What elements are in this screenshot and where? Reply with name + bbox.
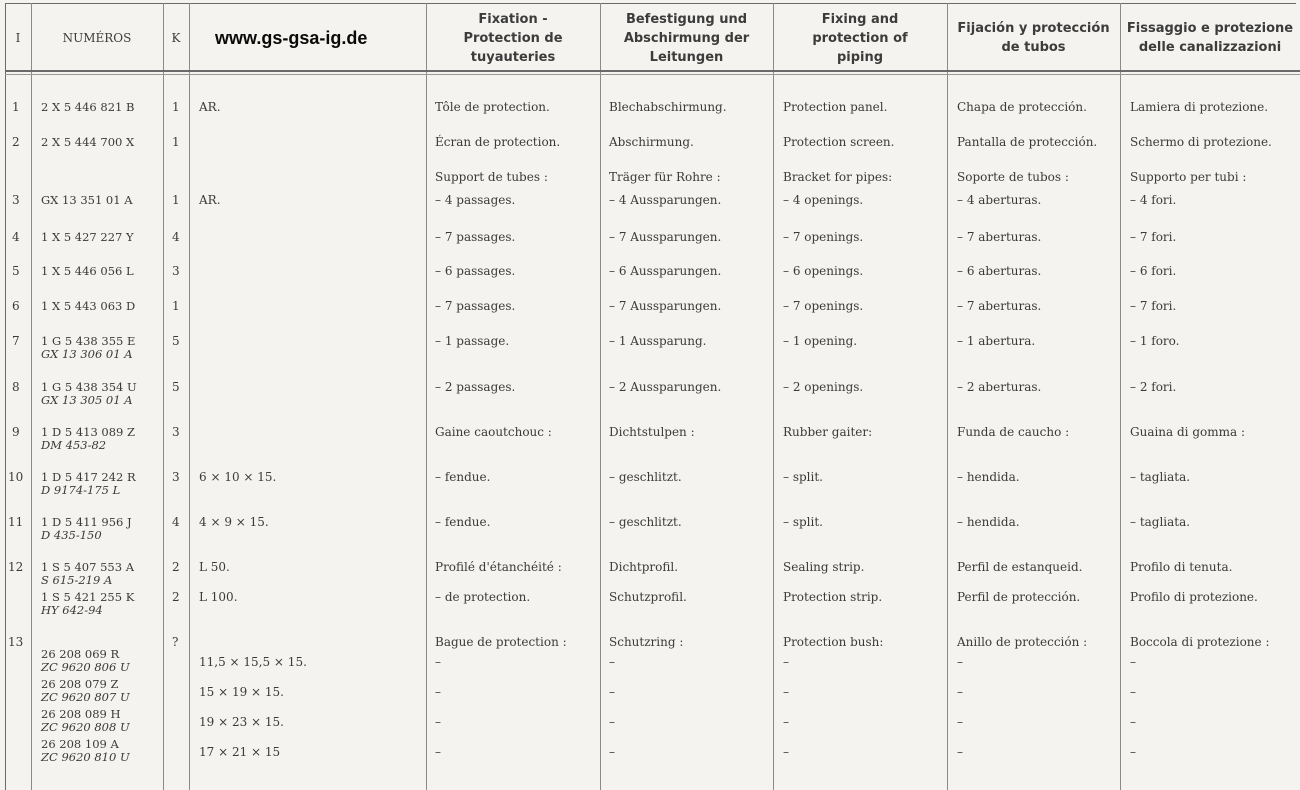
column-divider (426, 3, 427, 790)
desc-french: – 6 passages. (435, 264, 516, 278)
alt-part-number: GX 13 305 01 A (41, 393, 133, 407)
desc-italian: Schermo di protezione. (1130, 135, 1272, 149)
desc-french: – de protection. (435, 590, 531, 604)
desc-spanish: – 4 aberturas. (957, 193, 1042, 207)
desc-spanish: – 2 aberturas. (957, 380, 1042, 394)
desc-english: – (783, 685, 789, 699)
header-col-quantity: K (171, 30, 181, 45)
desc-french: Support de tubes : (435, 170, 548, 184)
desc-german: – 6 Aussparungen. (609, 264, 722, 278)
desc-french: Écran de protection. (435, 135, 561, 149)
desc-french: – 1 passage. (435, 334, 510, 348)
desc-french: – fendue. (435, 470, 491, 484)
quantity: 1 (172, 135, 180, 149)
desc-french: – (435, 685, 441, 699)
desc-italian: – tagliata. (1130, 470, 1191, 484)
desc-french: Bague de protection : (435, 635, 567, 649)
row-index: 4 (12, 230, 20, 244)
quantity: ? (172, 635, 179, 649)
desc-english: Sealing strip. (783, 560, 865, 574)
part-number: 1 D 5 411 956 J (41, 515, 132, 529)
desc-german: – 4 Aussparungen. (609, 193, 722, 207)
quantity: 3 (172, 264, 180, 278)
alt-part-number: D 9174-175 L (41, 483, 121, 497)
column-divider (31, 3, 32, 790)
alt-part-number: ZC 9620 810 U (41, 750, 130, 764)
desc-german: – (609, 715, 615, 729)
quantity: 2 (172, 590, 180, 604)
quantity: 1 (172, 100, 180, 114)
desc-english: – 4 openings. (783, 193, 864, 207)
desc-italian: – 1 foro. (1130, 334, 1180, 348)
row-index: 12 (8, 560, 24, 574)
quantity: 5 (172, 380, 180, 394)
desc-french: – fendue. (435, 515, 491, 529)
desc-spanish: – 1 abertura. (957, 334, 1036, 348)
desc-french: – 2 passages. (435, 380, 516, 394)
desc-english: – (783, 715, 789, 729)
desc-english: Protection screen. (783, 135, 895, 149)
row-index: 9 (12, 425, 20, 439)
desc-spanish: Funda de caucho : (957, 425, 1070, 439)
desc-english: Protection strip. (783, 590, 883, 604)
desc-spanish: Perfil de protección. (957, 590, 1081, 604)
desc-english: – 2 openings. (783, 380, 864, 394)
part-number: 1 X 5 443 063 D (41, 299, 136, 313)
part-number: 26 208 079 Z (41, 677, 119, 691)
desc-german: – 7 Aussparungen. (609, 299, 722, 313)
alt-part-number: ZC 9620 808 U (41, 720, 130, 734)
row-index: 2 (12, 135, 20, 149)
desc-english: – 6 openings. (783, 264, 864, 278)
part-number: 1 G 5 438 354 U (41, 380, 137, 394)
quantity: 1 (172, 193, 180, 207)
desc-german: Dichtstulpen : (609, 425, 695, 439)
header-col-french: Fixation - Protection de tuyauteries (463, 11, 563, 65)
alt-part-number: GX 13 306 01 A (41, 347, 133, 361)
column-divider (947, 3, 948, 790)
quantity: 4 (172, 230, 180, 244)
desc-german: – (609, 685, 615, 699)
desc-french: – (435, 715, 441, 729)
row-index: 11 (8, 515, 24, 529)
desc-italian: Profilo di tenuta. (1130, 560, 1233, 574)
desc-french: – 7 passages. (435, 230, 516, 244)
desc-italian: – 7 fori. (1130, 299, 1177, 313)
specification: 11,5 × 15,5 × 15. (199, 655, 307, 669)
desc-german: Abschirmung. (609, 135, 694, 149)
desc-spanish: – 7 aberturas. (957, 230, 1042, 244)
desc-french: – (435, 655, 441, 669)
desc-german: Schutzprofil. (609, 590, 687, 604)
desc-spanish: Perfil de estanqueid. (957, 560, 1083, 574)
table-frame (5, 3, 1296, 790)
desc-german: – (609, 655, 615, 669)
part-number: 1 G 5 438 355 E (41, 334, 136, 348)
column-divider (600, 3, 601, 790)
alt-part-number: ZC 9620 806 U (41, 660, 130, 674)
desc-spanish: Pantalla de protección. (957, 135, 1098, 149)
desc-english: – 1 opening. (783, 334, 858, 348)
alt-part-number: D 435-150 (41, 528, 102, 542)
desc-english: Protection panel. (783, 100, 888, 114)
desc-english: Rubber gaiter: (783, 425, 873, 439)
specification: L 50. (199, 560, 230, 574)
part-number: 1 D 5 413 089 Z (41, 425, 136, 439)
part-number: 26 208 069 R (41, 647, 120, 661)
column-divider (189, 3, 190, 790)
desc-spanish: – 6 aberturas. (957, 264, 1042, 278)
desc-spanish: – (957, 715, 963, 729)
specification: 17 × 21 × 15 (199, 745, 281, 759)
desc-spanish: – 7 aberturas. (957, 299, 1042, 313)
header-col-german: Befestigung und Abschirmung der Leitungen (623, 11, 750, 65)
specification: 4 × 9 × 15. (199, 515, 269, 529)
row-index: 10 (8, 470, 24, 484)
quantity: 3 (172, 470, 180, 484)
desc-french: – 7 passages. (435, 299, 516, 313)
desc-german: Blechabschirmung. (609, 100, 727, 114)
row-index: 13 (8, 635, 24, 649)
desc-italian: Supporto per tubi : (1130, 170, 1247, 184)
part-number: 1 D 5 417 242 R (41, 470, 136, 484)
row-index: 1 (12, 100, 20, 114)
quantity: 3 (172, 425, 180, 439)
specification: 6 × 10 × 15. (199, 470, 277, 484)
part-number: 1 S 5 421 255 K (41, 590, 135, 604)
desc-spanish: – (957, 745, 963, 759)
part-number: GX 13 351 01 A (41, 193, 133, 207)
desc-italian: – tagliata. (1130, 515, 1191, 529)
specification: L 100. (199, 590, 238, 604)
desc-french: Tôle de protection. (435, 100, 550, 114)
desc-german: Dichtprofil. (609, 560, 679, 574)
alt-part-number: DM 453-82 (41, 438, 107, 452)
column-divider (163, 3, 164, 790)
desc-english: Bracket for pipes: (783, 170, 893, 184)
part-number: 1 X 5 427 227 Y (41, 230, 134, 244)
desc-italian: – 2 fori. (1130, 380, 1177, 394)
specification: 15 × 19 × 15. (199, 685, 284, 699)
desc-english: – (783, 655, 789, 669)
part-number: 2 X 5 444 700 X (41, 135, 135, 149)
desc-spanish: – (957, 685, 963, 699)
desc-spanish: Chapa de protección. (957, 100, 1087, 114)
specification: AR. (199, 193, 221, 207)
part-number: 2 X 5 446 821 B (41, 100, 135, 114)
header-col-numbers: NUMÉROS (62, 30, 132, 45)
desc-french: – (435, 745, 441, 759)
row-index: 5 (12, 264, 20, 278)
desc-german: – geschlitzt. (609, 470, 682, 484)
desc-english: – 7 openings. (783, 230, 864, 244)
specification: 19 × 23 × 15. (199, 715, 284, 729)
part-number: 1 X 5 446 056 L (41, 264, 134, 278)
header-rule (5, 70, 1300, 72)
row-index: 6 (12, 299, 20, 313)
desc-italian: – (1130, 655, 1136, 669)
desc-french: Profilé d'étanchéité : (435, 560, 562, 574)
desc-german: – (609, 745, 615, 759)
quantity: 2 (172, 560, 180, 574)
desc-italian: – (1130, 715, 1136, 729)
quantity: 4 (172, 515, 180, 529)
desc-french: – 4 passages. (435, 193, 516, 207)
desc-french: Gaine caoutchouc : (435, 425, 552, 439)
specification: AR. (199, 100, 221, 114)
column-divider (773, 3, 774, 790)
desc-english: – (783, 745, 789, 759)
desc-italian: Lamiera di protezione. (1130, 100, 1269, 114)
website-watermark: www.gs-gsa-ig.de (215, 28, 368, 48)
row-index: 7 (12, 334, 20, 348)
desc-italian: Profilo di protezione. (1130, 590, 1258, 604)
header-col-italian: Fissaggio e protezione delle canalizzazioni (1126, 21, 1294, 55)
desc-german: Schutzring : (609, 635, 684, 649)
column-divider (1120, 3, 1121, 790)
alt-part-number: S 615-219 A (41, 573, 113, 587)
part-number: 26 208 089 H (41, 707, 121, 721)
desc-english: – split. (783, 515, 823, 529)
desc-spanish: Soporte de tubos : (957, 170, 1069, 184)
quantity: 1 (172, 299, 180, 313)
header-col-index: I (15, 30, 21, 45)
quantity: 5 (172, 334, 180, 348)
desc-spanish: – hendida. (957, 470, 1020, 484)
desc-english: Protection bush: (783, 635, 884, 649)
part-number: 26 208 109 A (41, 737, 119, 751)
row-index: 8 (12, 380, 20, 394)
desc-italian: Boccola di protezione : (1130, 635, 1270, 649)
desc-german: Träger für Rohre : (609, 170, 721, 184)
desc-italian: – 4 fori. (1130, 193, 1177, 207)
desc-german: – 1 Aussparung. (609, 334, 707, 348)
desc-spanish: Anillo de protección : (957, 635, 1088, 649)
desc-italian: – (1130, 685, 1136, 699)
part-number: 1 S 5 407 553 A (41, 560, 134, 574)
row-index: 3 (12, 193, 20, 207)
desc-italian: Guaina di gomma : (1130, 425, 1246, 439)
desc-german: – 7 Aussparungen. (609, 230, 722, 244)
desc-italian: – 6 fori. (1130, 264, 1177, 278)
header-rule-thin (5, 74, 1300, 75)
desc-italian: – (1130, 745, 1136, 759)
alt-part-number: ZC 9620 807 U (41, 690, 130, 704)
desc-spanish: – hendida. (957, 515, 1020, 529)
desc-spanish: – (957, 655, 963, 669)
desc-german: – 2 Aussparungen. (609, 380, 722, 394)
header-col-spanish: Fijación y protección de tubos (957, 21, 1110, 55)
desc-english: – 7 openings. (783, 299, 864, 313)
alt-part-number: HY 642-94 (41, 603, 103, 617)
header-col-english: Fixing and protection of piping (812, 11, 908, 65)
desc-german: – geschlitzt. (609, 515, 682, 529)
desc-english: – split. (783, 470, 823, 484)
desc-italian: – 7 fori. (1130, 230, 1177, 244)
